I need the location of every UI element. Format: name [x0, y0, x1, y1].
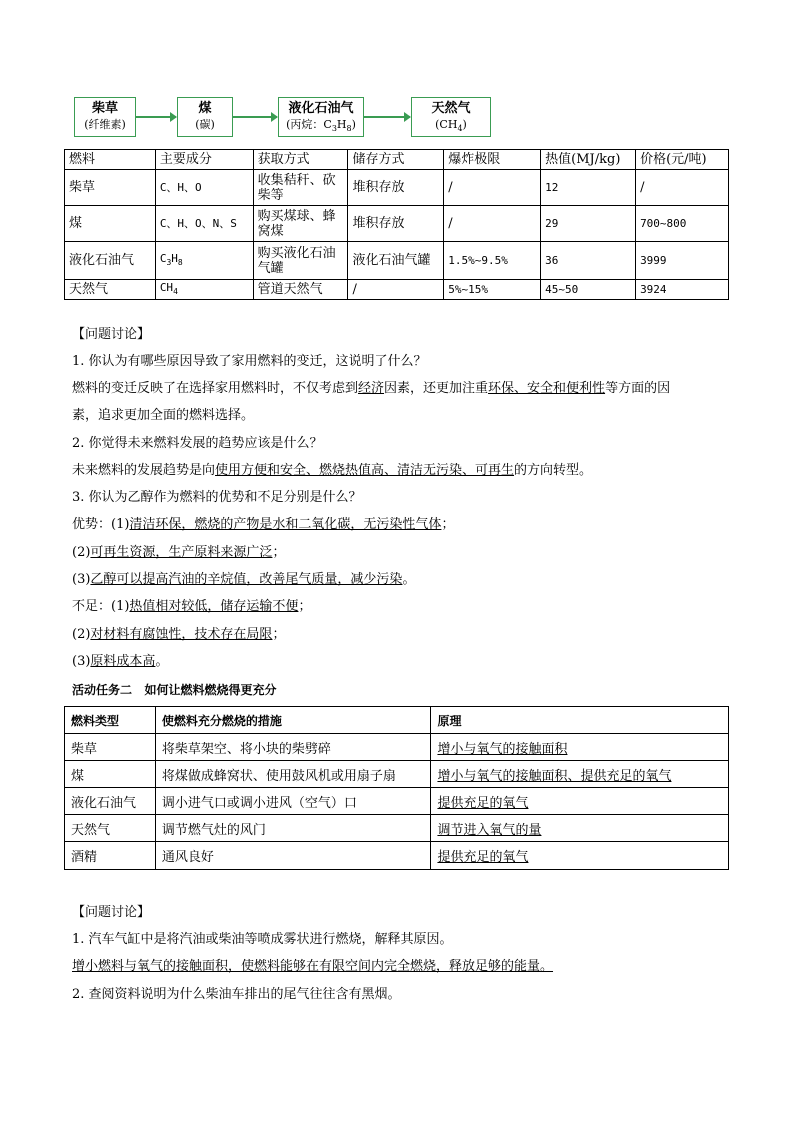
answer-blank: 原料成本高 [90, 654, 156, 669]
text: 。 [155, 654, 169, 669]
cell: 堆积存放 [348, 170, 444, 206]
cell: 3999 [636, 242, 729, 280]
flow-title: 柴草 [91, 101, 118, 116]
text: ； [272, 545, 286, 560]
cell: 36 [541, 242, 636, 280]
combustion-measures-table [64, 706, 729, 870]
cell: 液化石油气罐 [348, 242, 444, 280]
text: ； [441, 517, 455, 532]
cell: 45~50 [541, 280, 636, 300]
flow-box-natural-gas [411, 97, 491, 137]
header-cell: 爆炸极限 [444, 150, 541, 170]
cell: 购买煤球、蜂窝煤 [253, 206, 348, 242]
answer-2 [72, 462, 592, 480]
advantage-3 [72, 571, 415, 589]
table-header-row [65, 707, 729, 734]
text: ； [298, 599, 312, 614]
answer-blank: 经济 [358, 381, 385, 396]
answer-blank: 使用方便和安全、燃烧热值高、清洁无污染、可再生 [215, 463, 515, 478]
flow-title: 液化石油气 [288, 101, 354, 116]
cell: 液化石油气 [65, 788, 156, 815]
cell: 700~800 [636, 206, 729, 242]
cell: 5%~15% [444, 280, 541, 300]
disadvantage-3 [72, 653, 168, 671]
cell: 调节进入氧气的量 [431, 815, 729, 842]
answer-blank: 可再生资源，生产原料来源广泛 [90, 545, 273, 560]
cell: 煤 [65, 761, 156, 788]
table-row [65, 815, 729, 842]
flow-title: 天然气 [431, 101, 471, 116]
text: (2) [72, 627, 91, 642]
header-cell: 热值(MJ/kg) [541, 150, 636, 170]
text: 未来燃料的发展趋势是向 [72, 463, 216, 478]
flow-sub: $(CH_4)$ [435, 118, 467, 134]
table-row [65, 206, 729, 242]
table-row [65, 170, 729, 206]
header-cell: 燃料类型 [65, 707, 156, 734]
flow-box-lpg [278, 97, 364, 137]
header-cell: 获取方式 [253, 150, 348, 170]
flow-sub: (纤维素) [84, 118, 126, 131]
flow-box-coal [177, 97, 233, 137]
header-cell: 使燃料充分燃烧的措施 [155, 707, 431, 734]
cell: 提供充足的氧气 [431, 788, 729, 815]
cell: 1.5%~9.5% [444, 242, 541, 280]
question-2: 2. 你觉得未来燃料发展的趋势应该是什么？ [72, 436, 323, 451]
cell: $C_3H_8$ [155, 242, 253, 280]
disadvantage-1 [72, 598, 311, 616]
header-cell: 原理 [431, 707, 729, 734]
question-1: 1. 你认为有哪些原因导致了家用燃料的变迁，这说明了什么？ [72, 354, 427, 369]
text: ； [272, 627, 286, 642]
answer-1-line-1 [72, 380, 670, 398]
cell: C、H、O [155, 170, 253, 206]
text: 因素，还更加注重 [384, 381, 489, 396]
flow-arrow [136, 116, 176, 118]
text: 优势：(1) [72, 517, 130, 532]
flow-box-straw [74, 97, 136, 137]
text: (2) [72, 545, 91, 560]
answer-blank: 对材料有腐蚀性，技术存在局限 [90, 627, 273, 642]
answer-blank: 环保、安全和便利性 [488, 381, 606, 396]
header-cell: 储存方式 [348, 150, 444, 170]
cell: 堆积存放 [348, 206, 444, 242]
header-cell: 燃料 [65, 150, 156, 170]
fuel-evolution-diagram [74, 97, 494, 137]
header-cell: 价格(元/吨) [636, 150, 729, 170]
cell: 柴草 [65, 734, 156, 761]
cell: 天然气 [65, 280, 156, 300]
fuel-comparison-table [64, 149, 729, 300]
cell: / [636, 170, 729, 206]
flow-title: 煤 [198, 101, 212, 116]
cell: 提供充足的氧气 [431, 842, 729, 870]
cell: 天然气 [65, 815, 156, 842]
question-3: 3. 你认为乙醇作为燃料的优势和不足分别是什么？ [72, 490, 362, 505]
cell: 柴草 [65, 170, 156, 206]
table-row [65, 788, 729, 815]
flow-sub: (碳) [195, 118, 215, 131]
header-cell: 主要成分 [155, 150, 253, 170]
cell: 调节燃气灶的风门 [155, 815, 431, 842]
text: (3) [72, 572, 91, 587]
cell: 煤 [65, 206, 156, 242]
cell: 酒精 [65, 842, 156, 870]
question-2: 2. 查阅资料说明为什么柴油车排出的尾气往往含有黑烟。 [72, 987, 401, 1002]
text: (3) [72, 654, 91, 669]
disadvantage-2 [72, 626, 285, 644]
cell: 收集秸秆、砍柴等 [253, 170, 348, 206]
cell: 液化石油气 [65, 242, 156, 280]
answer-blank: 清洁环保，燃烧的产物是水和二氧化碳，无污染性气体 [129, 517, 442, 532]
cell: $CH_4$ [155, 280, 253, 300]
cell: / [444, 206, 541, 242]
cell: 增小与氧气的接触面积、提供充足的氧气 [431, 761, 729, 788]
cell: 3924 [636, 280, 729, 300]
cell: / [348, 280, 444, 300]
text: 的方向转型。 [514, 463, 593, 478]
table-row [65, 242, 729, 280]
flow-arrow [233, 116, 277, 118]
flow-arrow [364, 116, 410, 118]
text: 。 [402, 572, 416, 587]
table-row [65, 761, 729, 788]
question-1: 1. 汽车气缸中是将汽油或柴油等喷成雾状进行燃烧，解释其原因。 [72, 932, 453, 947]
cell: 将煤做成蜂窝状、使用鼓风机或用扇子扇 [155, 761, 431, 788]
cell: / [444, 170, 541, 206]
cell: 购买液化石油气罐 [253, 242, 348, 280]
cell: 12 [541, 170, 636, 206]
cell: 29 [541, 206, 636, 242]
text: 不足：(1) [72, 599, 130, 614]
cell: 增小与氧气的接触面积 [431, 734, 729, 761]
cell: 通风良好 [155, 842, 431, 870]
discussion-heading: 【问题讨论】 [72, 327, 151, 342]
cell: C、H、O、N、S [155, 206, 253, 242]
table-row [65, 280, 729, 300]
flow-sub: (丙烷：$C_3H_8$) [286, 118, 356, 134]
discussion-heading: 【问题讨论】 [72, 905, 151, 920]
table-row [65, 842, 729, 870]
answer-blank: 乙醇可以提高汽油的辛烷值，改善尾气质量，减少污染 [90, 572, 403, 587]
cell: 将柴草架空、将小块的柴劈碎 [155, 734, 431, 761]
cell: 管道天然气 [253, 280, 348, 300]
answer-1-line-2: 素，追求更加全面的燃料选择。 [72, 408, 255, 423]
cell: 调小进气口或调小进风（空气）口 [155, 788, 431, 815]
task-2-title: 活动任务二 如何让燃料燃烧得更充分 [72, 683, 277, 697]
answer-1: 增小燃料与氧气的接触面积，使燃料能够在有限空间内完全燃烧，释放足够的能量。 [72, 959, 554, 974]
text: 等方面的因 [605, 381, 671, 396]
advantage-2 [72, 544, 285, 562]
advantage-1 [72, 516, 454, 534]
table-header-row [65, 150, 729, 170]
table-row [65, 734, 729, 761]
answer-blank: 热值相对较低，储存运输不便 [129, 599, 299, 614]
text: 燃料的变迁反映了在选择家用燃料时，不仅考虑到 [72, 381, 359, 396]
